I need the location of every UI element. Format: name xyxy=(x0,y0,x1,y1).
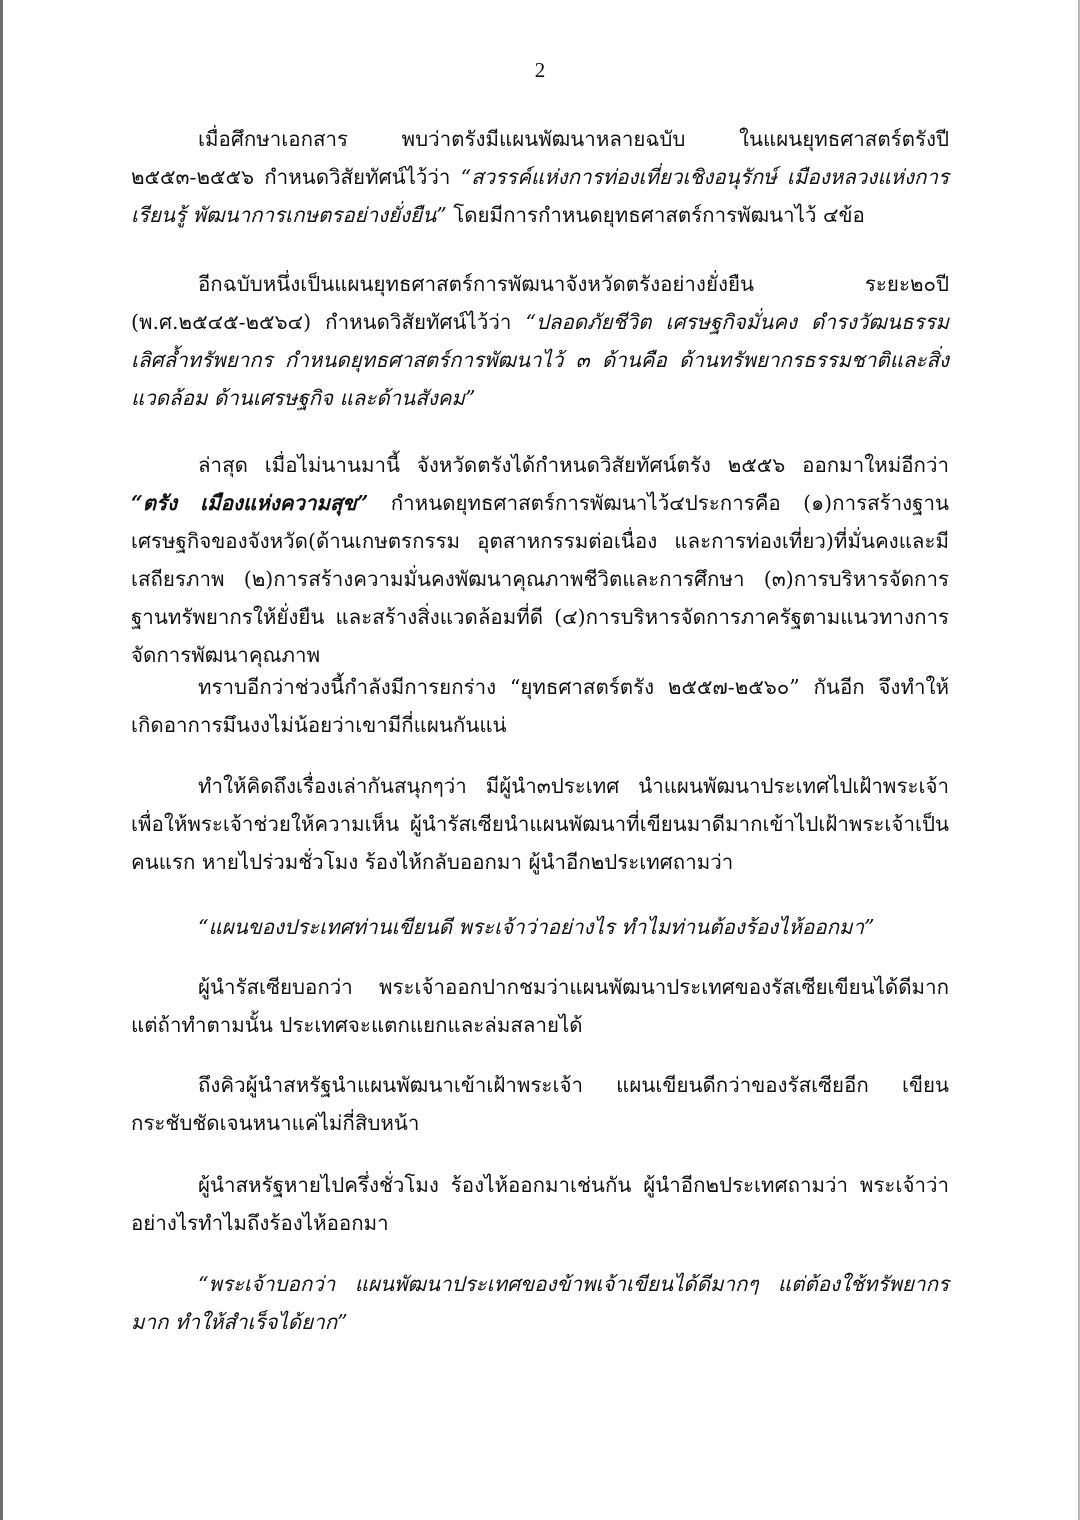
paragraph-vision-2556 xyxy=(131,446,949,674)
paragraph-draft-strategy: ทราบอีกว่าช่วงนี้กำลังมีการยกร่าง “ยุทธศาสตร์ตรัง ๒๕๕๗-๒๕๖๐” กันอีก จึงทำให้เกิดอาการมึนงงไม่น้อยว่าเขามีกี่แผนกันแน่ xyxy=(131,675,949,737)
quote-text: “พระเจ้าบอกว่า แผนพัฒนาประเทศของข้าพเจ้าเขียนได้ดีมากๆ แต่ต้องใช้ทรัพยากรมาก ทำให้สำเร็จได้ยาก” xyxy=(131,1272,949,1334)
quote-god-answer xyxy=(131,1265,949,1341)
paragraph-text: ล่าสุด เมื่อไม่นานมานี้ จังหวัดตรังได้กำหนดวิสัยทัศน์ตรัง ๒๕๕๖ ออกมาใหม่อีกว่า xyxy=(198,453,949,477)
paragraph-story-intro: ทำให้คิดถึงเรื่องเล่ากันสนุกๆว่า มีผู้นำ๓ประเทศ นำแผนพัฒนาประเทศไปเฝ้าพระเจ้า เพื่อให้พระเจ้าช่วยให้ความเห็น ผู้นำรัสเซียนำแผนพัฒนาที่เขียนมาดีมากเข้าไปเฝ้าพระเจ้าเป็นคนแรก หายไปร่วมชั่วโมง ร้องไห้กลับออกมา ผู้นำอีก๒ประเทศถามว่า xyxy=(131,774,949,874)
paragraph-text: โดยมีการกำหนดยุทธศาสตร์การพัฒนาไว้ ๔ข้อ xyxy=(446,203,865,227)
page-edge-left xyxy=(0,0,3,1520)
vision-quote: “ปลอดภัยชีวิต เศรษฐกิจมั่นคง ดำรงวัฒนธรรมเลิศล้ำทรัพยากร กำหนดยุทธศาสตร์การพัฒนาไว้ ๓ ด้านคือ ด้านทรัพยากรธรรมชาติและสิ่งแวดล้อม ด้านเศรษฐกิจ และด้านสังคม” xyxy=(131,310,949,410)
vision-quote: “สวรรค์แห่งการท่องเที่ยวเชิงอนุรักษ์ เมืองหลวงแห่งการเรียนรู้ พัฒนาการเกษตรอย่างยั่งยืน” xyxy=(131,165,949,227)
paragraph-text: กำหนดยุทธศาสตร์การพัฒนาไว้๔ประการคือ (๑)การสร้างฐานเศรษฐกิจของจังหวัด(ด้านเกษตรกรรม อุตสาหกรรมต่อเนื่อง และการท่องเที่ยว)ที่มั่นคงและมีเสถียรภาพ (๒)การสร้างความมั่นคงพัฒนาคุณภาพชีวิตและการศึกษา (๓)การบริหารจัดการฐานทรัพยากรให้ยั่งยืน และสร้างสิ่งแวดล้อมที่ดี (๔)การบริหารจัดการภาครัฐตามแนวทางการจัดการพัฒนาคุณภาพ xyxy=(131,491,949,667)
paragraph-russia-answer: ผู้นำรัสเซียบอกว่า พระเจ้าออกปากชมว่าแผนพัฒนาประเทศของรัสเซียเขียนได้ดีมาก แต่ถ้าทำตามนั้น ประเทศจะแตกแยกและล่มสลายได้ xyxy=(131,975,949,1037)
paragraph-text: เมื่อศึกษาเอกสาร พบว่าตรังมีแผนพัฒนาหลายฉบับ ในแผนยุทธศาสตร์ตรังปี ๒๕๕๓-๒๕๕๖ กำหนดวิสัยทัศน์ไว้ว่า xyxy=(131,127,949,189)
page-number: 2 xyxy=(534,58,546,82)
paragraph-usa-turn: ถึงคิวผู้นำสหรัฐนำแผนพัฒนาเข้าเฝ้าพระเจ้า แผนเขียนดีกว่าของรัสเซียอีก เขียนกระชับชัดเจนหนาแค่ไม่กี่สิบหน้า xyxy=(131,1073,949,1135)
paragraph-text: อีกฉบับหนึ่งเป็นแผนยุทธศาสตร์การพัฒนาจังหวัดตรังอย่างยั่งยืน ระยะ๒๐ปี (พ.ศ.๒๕๔๕-๒๕๖๔) กำหนดวิสัยทัศน์ไว้ว่า xyxy=(131,272,949,334)
quote-text: “แผนของประเทศท่านเขียนดี พระเจ้าว่าอย่างไร ทำไมท่านต้องร้องไห้ออกมา” xyxy=(198,915,875,939)
paragraph-strategy-2553 xyxy=(131,120,949,234)
vision-quote: “ตรัง เมืองแห่งความสุข” xyxy=(131,491,369,515)
quote-question xyxy=(131,908,949,946)
paragraph-strategy-20-years xyxy=(131,265,949,417)
paragraph-usa-cries: ผู้นำสหรัฐหายไปครึ่งชั่วโมง ร้องไห้ออกมาเช่นกัน ผู้นำอีก๒ประเทศถามว่า พระเจ้าว่าอย่างไรทำไมถึงร้องไห้ออกมา xyxy=(131,1173,949,1235)
